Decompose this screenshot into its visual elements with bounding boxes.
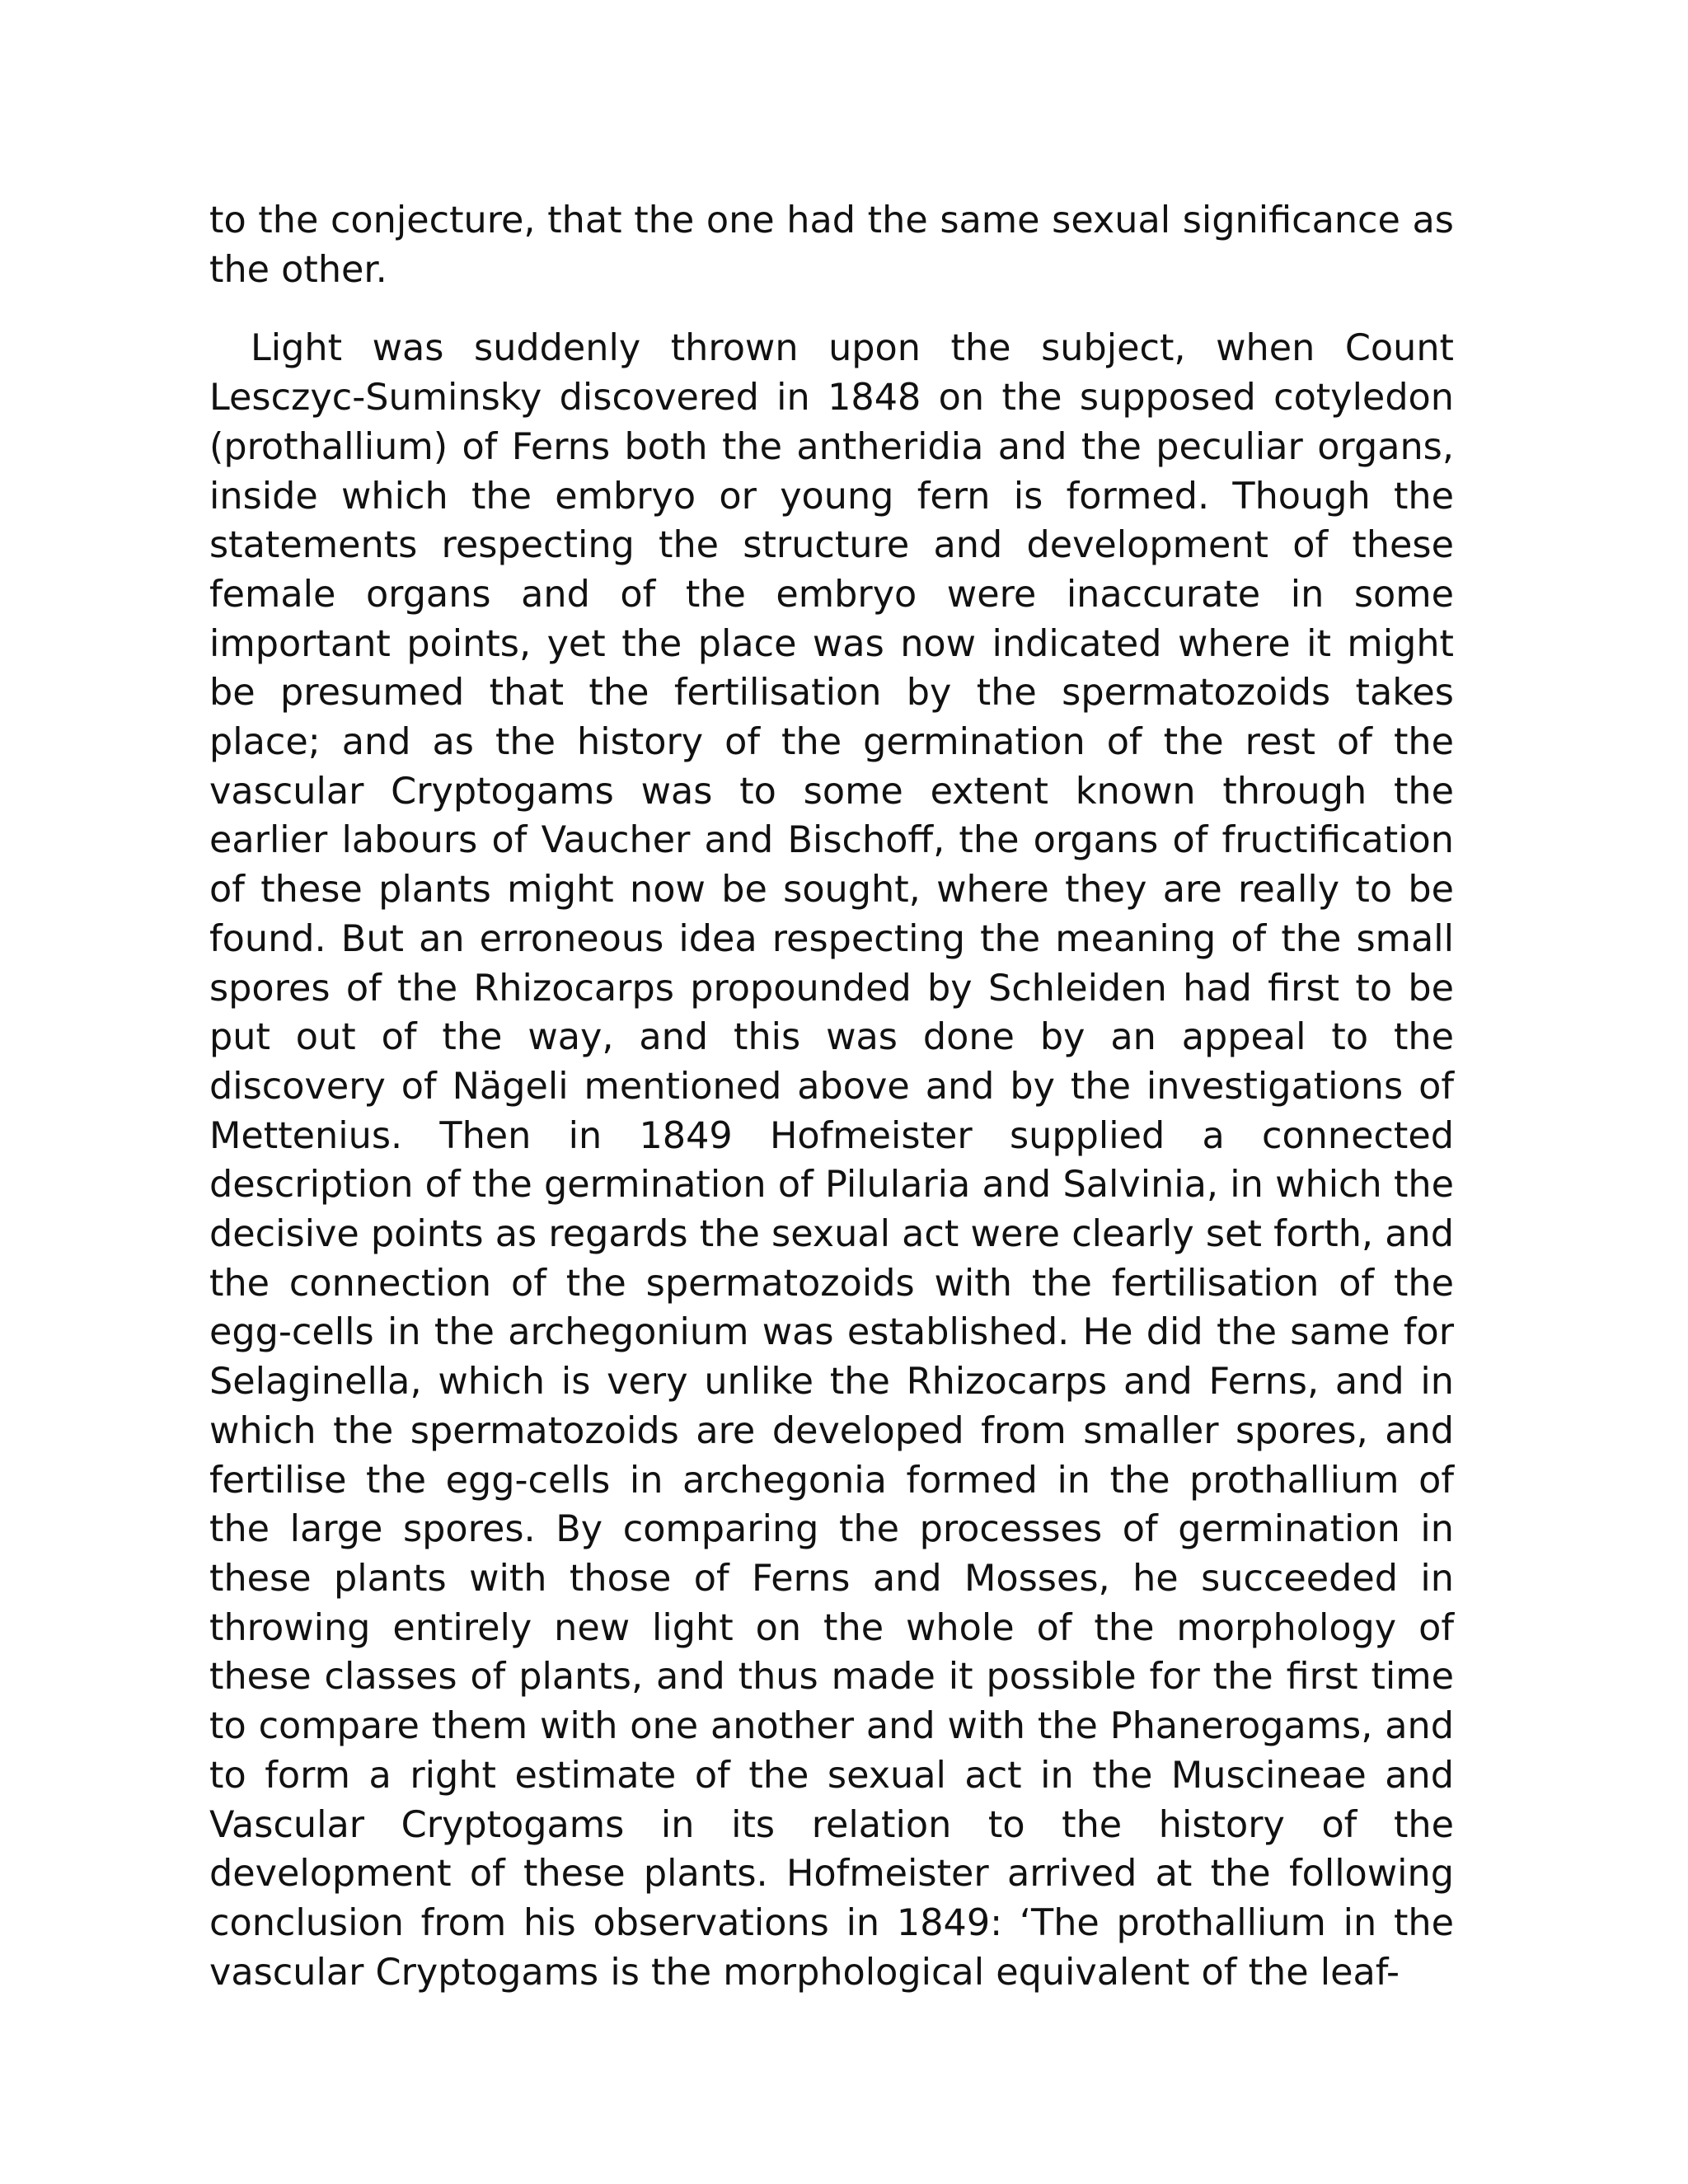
paragraph-lesczyc-suminsky: Light was suddenly thrown upon the subject, when Count Lesczyc-Suminsky discovered in 1848 on the supposed cotyledon (prothallium) of Ferns both the antheridia and the peculiar organs, inside which the embryo or young fern is formed. Though the statements respecting the structure and development of these female organs and of the embryo were inaccurate in some important points, yet the place was now indicated where it might be presumed that the fertilisation by the spermatozoids takes place; and as the history of the germination of the rest of the vascular Cryptogams was to some extent known through the earlier labours of Vaucher and Bischoff, the organs of fructification of these plants might now be sought, where they are really to be found. But an erroneous idea respecting the meaning of the small spores of the Rhizocarps propounded by Schleiden had first to be put out of the way, and this was done by an appeal to the discovery of Nägeli mentioned above and by the investigations of Mettenius. Then in 1849 Hofmeister supplied a connected description of the germination of Pilularia and Salvinia, in which the decisive points as regards the sexual act were clearly set forth, and the connection of the spermatozoids with the fertilisation of the egg-cells in the archegonium was established. He did the same for Selaginella, which is very unlike the Rhizocarps and Ferns, and in which the spermatozoids are developed from smaller spores, and fertilise the egg-cells in archegonia formed in the prothallium of the large spores. By comparing the processes of germination in these plants with those of Ferns and Mosses, he succeeded in throwing entirely new light on the whole of the morphology of these classes of plants, and thus made it possible for the first time to compare them with one another and with the Phanerogams, and to form a right estimate of the sexual act in the Muscineae and Vascular Cryptogams in its relation to the history of the development of these plants. Hofmeister arrived at the following conclusion from his observations in 1849: ‘The prothallium in the vascular Cryptogams is the morphological equivalent of the leaf- <box>209 327 1454 1994</box>
paragraph-continuation: to the conjecture, that the one had the same sexual significance as the other. <box>209 199 1454 291</box>
page-body <box>209 196 1454 1997</box>
